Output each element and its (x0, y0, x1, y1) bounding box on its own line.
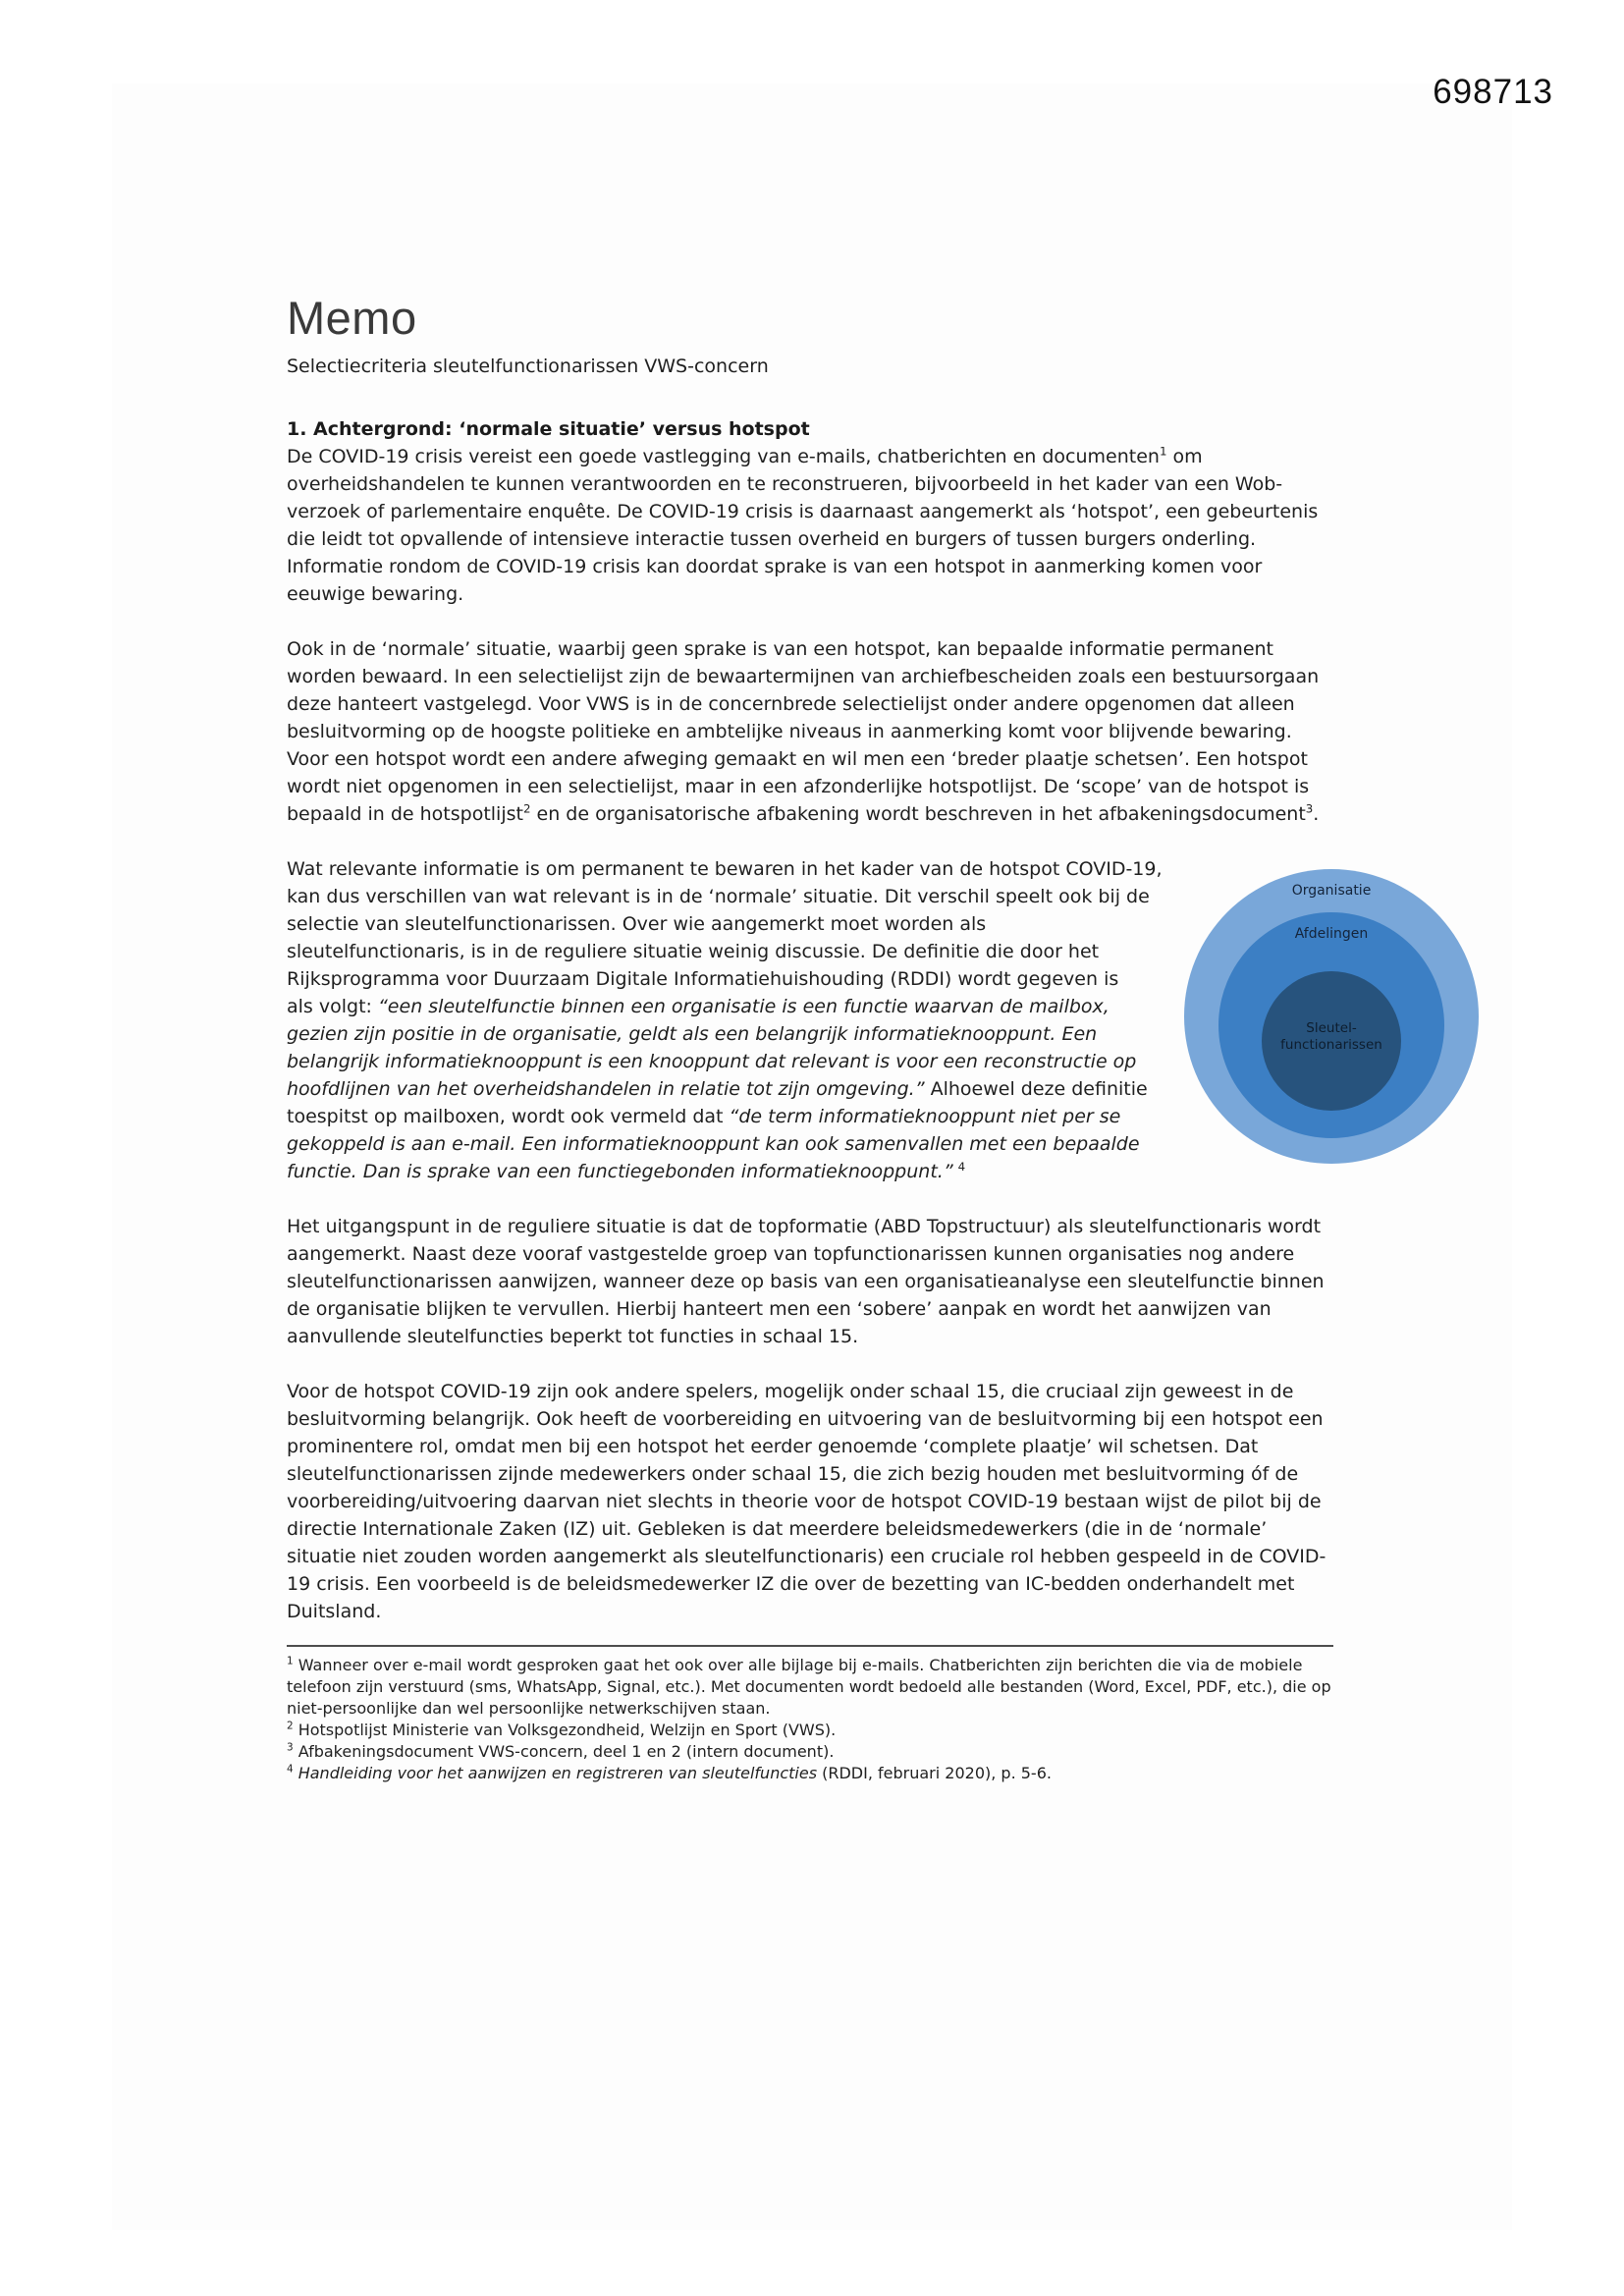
diagram-label-organisatie: Organisatie (1291, 883, 1372, 899)
footnote-4-title: Handleiding voor het aanwijzen en registreren van sleutelfuncties (293, 1764, 818, 1782)
footnote-3 (287, 1741, 1333, 1763)
paragraph-3-text-b: Alhoewel deze definitie toespitst op mailboxen, wordt ook vermeld dat (287, 1078, 1148, 1127)
footnote-1 (287, 1655, 1333, 1720)
footnote-ref-4: 4 (957, 1159, 966, 1174)
footnote-2 (287, 1720, 1333, 1741)
paragraph-2 (287, 635, 1333, 828)
document-content (287, 292, 1382, 1784)
section-heading: 1. Achtergrond: ‘normale situatie’ versus hotspot (287, 418, 810, 440)
paragraph-3-text-a: Wat relevante informatie is om permanent te bewaren in het kader van de hotspot COVID-19, kan dus verschillen van wat relevant is in de ‘normale’ situatie. Dit verschil speelt ook bij de selectie van sleutelfunctionarissen. Over wie aangemerkt moet worden als sleutelfunctionaris, is in de reguliere situatie weinig discussie. De definitie die door het Rijksprogramma voor Duurzaam Digitale Informatiehuishouding (RDDI) wordt gegeven is als volgt: (287, 858, 1163, 1017)
footnote-4 (287, 1763, 1333, 1784)
footnotes (287, 1655, 1333, 1784)
diagram-label-afdelingen: Afdelingen (1294, 926, 1369, 942)
footnote-ref-1: 1 (1159, 444, 1167, 459)
footnote-4-marker: 4 (287, 1763, 294, 1776)
footnote-ref-2: 2 (522, 801, 531, 816)
page-subtitle: Selectiecriteria sleutelfunctionarissen VWS-concern (287, 355, 769, 377)
footnote-1-marker: 1 (287, 1655, 294, 1667)
footnote-1-text: Wanneer over e-mail wordt gesproken gaat het ook over alle bijlage bij e-mails. Chatberichten zijn berichten die via de mobiele telefoon zijn verstuurd (sms, WhatsApp, Signal, etc.). Met documenten wordt bedoeld alle bestanden (Word, Excel, PDF, etc.), die op niet-persoonlijke dan wel persoonlijke netwerkschijven staan. (287, 1656, 1331, 1718)
paragraph-3 (287, 855, 1382, 1185)
paragraph-1 (287, 443, 1333, 608)
paragraph-2-text-a: Ook in de ‘normale’ situatie, waarbij geen sprake is van een hotspot, kan bepaalde informatie permanent worden bewaard. In een selectielijst zijn de bewaartermijnen van archiefbescheiden zoals een bestuursorgaan deze hanteert vastgelegd. Voor VWS is in de concernbrede selectielijst onder andere opgenomen dat alleen besluitvorming op de hoogste politieke en ambtelijke niveaus in aanmerking komt voor blijvende bewaring. Voor een hotspot wordt een andere afweging gemaakt en wil men een ‘breder plaatje schetsen’. Een hotspot wordt niet opgenomen in een selectielijst, maar in een afzonderlijke hotspotlijst. De ‘scope’ van de hotspot is bepaald in de hotspotlijst (287, 638, 1320, 825)
footnote-4-text: (RDDI, februari 2020), p. 5-6. (817, 1764, 1052, 1782)
footnote-ref-3: 3 (1305, 801, 1314, 816)
paragraph-5 (287, 1378, 1333, 1625)
diagram-label-sleutelfunctionarissen: Sleutel-functionarissen (1280, 1020, 1382, 1053)
paragraph-2-text-b: en de organisatorische afbakening wordt beschreven in het afbakeningsdocument (530, 803, 1306, 825)
paragraph-1-text-a: De COVID-19 crisis vereist een goede vastlegging van e-mails, chatberichten en documenten (287, 446, 1160, 467)
footnote-2-marker: 2 (287, 1720, 294, 1732)
footnote-3-text: Afbakeningsdocument VWS-concern, deel 1 en 2 (intern document). (293, 1742, 835, 1761)
footnote-separator (287, 1645, 1333, 1647)
paragraph-2-text-c: . (1313, 803, 1320, 825)
footnote-3-marker: 3 (287, 1741, 294, 1754)
paragraph-4-text: Het uitgangspunt in de reguliere situatie is dat de topformatie (ABD Topstructuur) als sleutelfunctionaris wordt aangemerkt. Naast deze vooraf vastgestelde groep van topfunctionarissen kunnen organisaties nog andere sleutelfunctionarissen aanwijzen, wanneer deze op basis van een organisatieanalyse een sleutelfunctie binnen de organisatie blijken te vervullen. Hierbij hanteert men een ‘sobere’ aanpak en wordt het aanwijzen van aanvullende sleutelfuncties beperkt tot functies in schaal 15. (287, 1216, 1325, 1347)
document-number: 698713 (1433, 73, 1553, 111)
paragraph-1-text-b: om overheidshandelen te kunnen verantwoorden en te reconstrueren, bijvoorbeeld in het kader van een Wob-verzoek of parlementaire enquête. De COVID-19 crisis is daarnaast aangemerkt als ‘hotspot’, een gebeurtenis die leidt tot opvallende of intensieve interactie tussen overheid en burgers of tussen burgers onderling. Informatie rondom de COVID-19 crisis kan doordat sprake is van een hotspot in aanmerking komen voor eeuwige bewaring. (287, 446, 1319, 605)
paragraph-5-text: Voor de hotspot COVID-19 zijn ook andere spelers, mogelijk onder schaal 15, die cruciaal zijn geweest in de besluitvorming belangrijk. Ook heeft de voorbereiding en uitvoering van de besluitvorming bij een hotspot een prominentere rol, omdat men bij een hotspot het eerder genoemde ‘complete plaatje’ wil schetsen. Dat sleutelfunctionarissen zijnde medewerkers onder schaal 15, die zich bezig houden met besluitvorming óf de voorbereiding/uitvoering daarvan niet slechts in theorie voor de hotspot COVID-19 bestaan wijst de pilot bij de directie Internationale Zaken (IZ) uit. Gebleken is dat meerdere beleidsmedewerkers (die in de ‘normale’ situatie niet zouden worden aangemerkt als sleutelfunctionaris) een cruciale rol hebben gespeeld in de COVID-19 crisis. Een voorbeeld is de beleidsmedewerker IZ die over de bezetting van IC-bedden onderhandelt met Duitsland. (287, 1381, 1326, 1622)
paragraph-3-quote-1: “een sleutelfunctie binnen een organisatie is een functie waarvan de mailbox, gezien zijn positie in de organisatie, geldt als een belangrijk informatieknooppunt. Een belangrijk informatieknooppunt is een knooppunt dat relevant is voor een reconstructie op hoofdlijnen van het overheidshandelen in relatie tot zijn omgeving.” (287, 996, 1137, 1100)
org-diagram (1184, 865, 1479, 1168)
paragraph-3-quote-2: “de term informatieknooppunt niet per se gekoppeld is aan e-mail. Een informatieknooppunt kan ook samenvallen met een bepaalde functie. Dan is sprake van een functiegebonden informatieknooppunt.” (287, 1106, 1140, 1182)
footnote-2-text: Hotspotlijst Ministerie van Volksgezondheid, Welzijn en Sport (VWS). (293, 1721, 837, 1739)
paragraph-4 (287, 1213, 1333, 1350)
page-title: Memo (287, 292, 417, 344)
